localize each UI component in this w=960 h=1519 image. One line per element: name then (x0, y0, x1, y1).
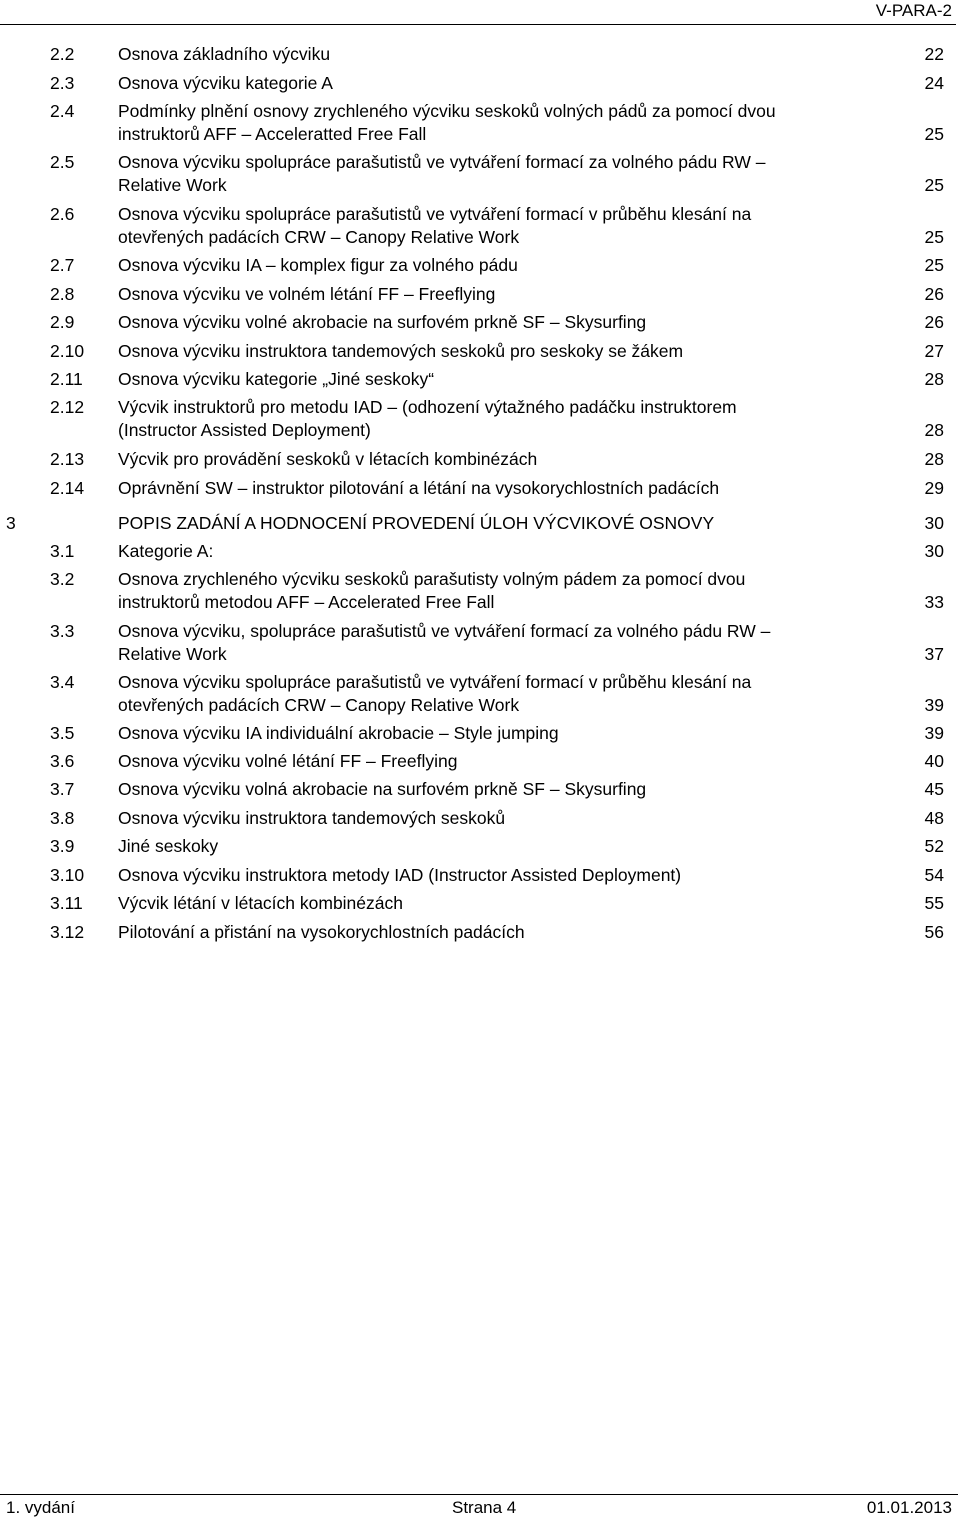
toc-entry-title-line: (Instructor Assisted Deployment) (118, 420, 371, 440)
toc-entry-title (118, 512, 908, 535)
toc-entry-number: 2.5 (50, 152, 75, 172)
toc-entry-page: 33 (924, 592, 944, 612)
toc-entry-number: 2.4 (50, 101, 75, 121)
toc-entry-title (118, 151, 908, 197)
toc-entry-title-line: Osnova výcviku kategorie A (118, 73, 333, 93)
toc-entry-title (118, 921, 908, 944)
toc-entry-title-line: Relative Work (118, 644, 227, 664)
toc-entry-number: 3.2 (50, 569, 75, 589)
toc-entry-number: 3.10 (50, 865, 85, 885)
toc-entry-title (118, 311, 908, 334)
toc-entry-number: 3.11 (50, 893, 83, 913)
toc-entry-number: 3.7 (50, 779, 75, 799)
header-divider (0, 24, 956, 25)
toc-entry-title-line: Osnova výcviku, spolupráce parašutistů ve vytváření formací za volného pádu RW – (118, 621, 771, 641)
toc-entry-title-line: Osnova výcviku instruktora metody IAD (Instructor Assisted Deployment) (118, 865, 682, 885)
toc-entry-number: 2.10 (50, 341, 85, 361)
toc-entry-number: 3.5 (50, 723, 75, 743)
toc-entry-title-line: Osnova zrychleného výcviku seskoků parašutisty volným pádem za pomocí dvou (118, 569, 746, 589)
toc-entry-page: 26 (924, 284, 944, 304)
toc-entry-title-line: Výcvik instruktorů pro metodu IAD – (odhození výtažného padáčku instruktorem (118, 397, 737, 417)
toc-entry-page: 28 (924, 369, 944, 389)
toc-entry-title-line: Osnova výcviku volné akrobacie na surfovém prkně SF – Skysurfing (118, 312, 647, 332)
issue-date: 01.01.2013 (866, 1498, 952, 1517)
toc-entry-title-line: Osnova výcviku IA – komplex figur za volného pádu (118, 255, 518, 275)
toc-entry-title (118, 671, 908, 717)
toc-entry-title (118, 540, 908, 563)
toc-entry-number: 2.7 (50, 255, 75, 275)
toc-entry-page: 40 (924, 751, 944, 771)
toc-entry-title-line: Výcvik létání v létacích kombinézách (118, 893, 403, 913)
toc-entry-title-line: Pilotování a přistání na vysokorychlostních padácích (118, 922, 525, 942)
toc-entry-title-line: Osnova výcviku instruktora tandemových seskoků pro seskoky se žákem (118, 341, 684, 361)
toc-entry-number: 2.9 (50, 312, 75, 332)
toc-entry-title (118, 620, 908, 666)
toc-entry-number: 3.6 (50, 751, 75, 771)
toc-entry-title (118, 722, 908, 745)
toc-entry-page: 24 (924, 73, 944, 93)
footer-divider (0, 1494, 958, 1495)
toc-entry-page: 48 (924, 808, 944, 828)
toc-entry-number: 2.11 (50, 369, 83, 389)
toc-entry-page: 30 (924, 513, 944, 533)
toc-entry-title-line: Relative Work (118, 175, 227, 195)
toc-entry-title-line: Kategorie A: (118, 541, 214, 561)
toc-entry-title (118, 892, 908, 915)
toc-entry-title-line: Osnova výcviku ve volném létání FF – Freeflying (118, 284, 496, 304)
toc-entry-title (118, 100, 908, 146)
page-number: Strana 4 (452, 1498, 517, 1517)
toc-entry-number: 2.2 (50, 44, 75, 64)
toc-entry-title-line: Osnova výcviku volná akrobacie na surfovém prkně SF – Skysurfing (118, 779, 647, 799)
toc-entry-title (118, 750, 908, 773)
toc-entry-page: 27 (924, 341, 944, 361)
toc-entry-title (118, 340, 908, 363)
toc-entry-title-line: Osnova výcviku volné létání FF – Freeflying (118, 751, 458, 771)
toc-entry-page: 30 (924, 541, 944, 561)
toc-entry-page: 28 (924, 420, 944, 440)
toc-entry-page: 52 (924, 836, 944, 856)
toc-entry-number: 2.3 (50, 73, 75, 93)
toc-entry-page: 25 (924, 124, 944, 144)
toc-entry-title-line: Osnova základního výcviku (118, 44, 331, 64)
toc-entry-title-line: Osnova výcviku spolupráce parašutistů ve vytváření formací v průběhu klesání na (118, 672, 752, 692)
toc-entry-title-line: Podmínky plnění osnovy zrychleného výcviku seskoků volných pádů za pomocí dvou (118, 101, 776, 121)
toc-entry-title (118, 448, 908, 471)
toc-entry-title-line: otevřených padácích CRW – Canopy Relative Work (118, 227, 520, 247)
toc-entry-number: 2.12 (50, 397, 85, 417)
document-code: V-PARA-2 (875, 1, 952, 20)
toc-entry-number: 2.13 (50, 449, 85, 469)
toc-entry-number: 2.8 (50, 284, 75, 304)
toc-entry-title-line: Osnova výcviku kategorie „Jiné seskoky“ (118, 369, 435, 389)
toc-entry-title (118, 778, 908, 801)
toc-entry-page: 45 (924, 779, 944, 799)
toc-entry-number: 3.4 (50, 672, 75, 692)
toc-entry-title (118, 396, 908, 442)
toc-entry-page: 29 (924, 478, 944, 498)
toc-entry-title (118, 477, 908, 500)
toc-entry-number: 3.1 (50, 541, 75, 561)
toc-entry-title-line: Osnova výcviku instruktora tandemových seskoků (118, 808, 506, 828)
toc-entry-title-line: Oprávnění SW – instruktor pilotování a létání na vysokorychlostních padácích (118, 478, 720, 498)
toc-entry-title-line: Osnova výcviku IA individuální akrobacie – Style jumping (118, 723, 559, 743)
toc-entry-page: 25 (924, 227, 944, 247)
toc-entry-page: 25 (924, 175, 944, 195)
toc-entry-number: 3.12 (50, 922, 85, 942)
toc-entry-title (118, 568, 908, 614)
toc-entry-title-line: POPIS ZADÁNÍ A HODNOCENÍ PROVEDENÍ ÚLOH VÝCVIKOVÉ OSNOVY (118, 513, 715, 533)
toc-entry-title (118, 864, 908, 887)
toc-entry-title-line: otevřených padácích CRW – Canopy Relative Work (118, 695, 520, 715)
toc-entry-number: 3.8 (50, 808, 75, 828)
toc-entry-page: 39 (924, 695, 944, 715)
toc-entry-title-line: instruktorů AFF – Acceleratted Free Fall (118, 124, 427, 144)
toc-entry-page: 55 (924, 893, 944, 913)
toc-entry-page: 37 (924, 644, 944, 664)
toc-entry-title-line: Osnova výcviku spolupráce parašutistů ve vytváření formací za volného pádu RW – (118, 152, 766, 172)
toc-entry-title (118, 254, 908, 277)
toc-entry-page: 26 (924, 312, 944, 332)
toc-entry-title (118, 203, 908, 249)
toc-entry-number: 2.14 (50, 478, 85, 498)
toc-entry-title (118, 72, 908, 95)
toc-entry-title (118, 807, 908, 830)
toc-entry-title (118, 835, 908, 858)
toc-entry-page: 56 (924, 922, 944, 942)
toc-entry-number: 2.6 (50, 204, 75, 224)
toc-entry-page: 25 (924, 255, 944, 275)
toc-entry-title-line: Výcvik pro provádění seskoků v létacích kombinézách (118, 449, 538, 469)
toc-entry-number: 3.3 (50, 621, 75, 641)
toc-entry-page: 54 (924, 865, 944, 885)
toc-entry-title (118, 368, 908, 391)
toc-entry-title (118, 283, 908, 306)
page-footer (0, 1497, 960, 1519)
toc-entry-number: 3 (6, 513, 16, 533)
toc-entry-number: 3.9 (50, 836, 75, 856)
toc-entry-page: 39 (924, 723, 944, 743)
edition-label: 1. vydání (6, 1498, 75, 1517)
toc-entry-page: 22 (924, 44, 944, 64)
toc-entry-title-line: instruktorů metodou AFF – Accelerated Free Fall (118, 592, 495, 612)
toc-entry-title (118, 43, 908, 66)
toc-entry-title-line: Jiné seskoky (118, 836, 219, 856)
toc-entry-page: 28 (924, 449, 944, 469)
toc-entry-title-line: Osnova výcviku spolupráce parašutistů ve vytváření formací v průběhu klesání na (118, 204, 752, 224)
